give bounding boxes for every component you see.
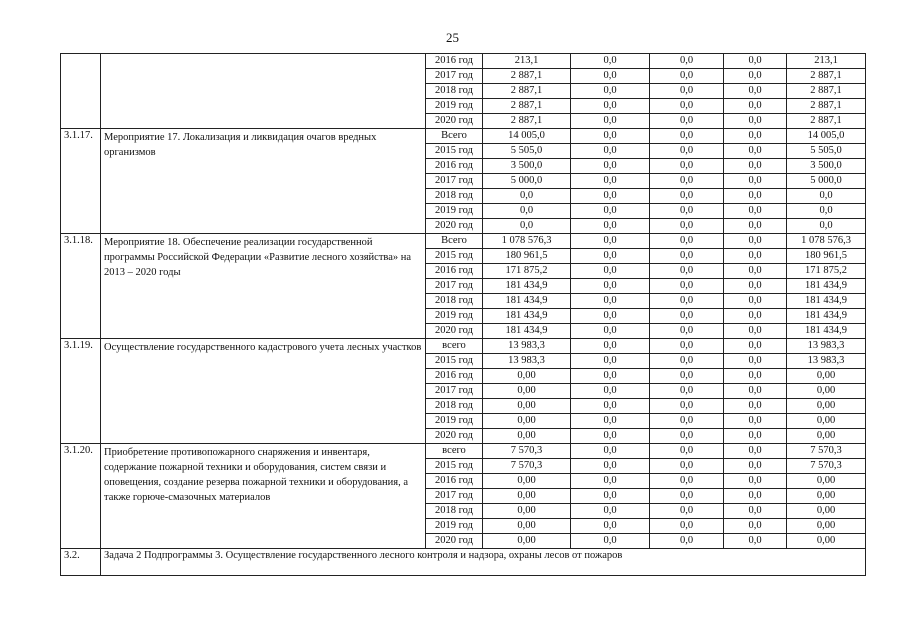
- item-title: Мероприятие 17. Локализация и ликвидация очагов вредных организмов: [101, 129, 426, 234]
- value-col-3: 0,0: [650, 264, 724, 279]
- item-code: 3.1.17.: [61, 129, 101, 234]
- value-col-2: 0,0: [571, 99, 650, 114]
- value-col-3: 0,0: [650, 489, 724, 504]
- budget-table: [60, 53, 866, 576]
- value-col-4: 0,0: [724, 519, 787, 534]
- value-total-col: 181 434,9: [483, 279, 571, 294]
- value-col-4: 0,0: [724, 474, 787, 489]
- value-total-col: 2 887,1: [483, 114, 571, 129]
- value-col-4: 0,0: [724, 459, 787, 474]
- value-col-2: 0,0: [571, 474, 650, 489]
- value-total-col: 14 005,0: [483, 129, 571, 144]
- value-total-col: 0,00: [483, 474, 571, 489]
- value-col-4: 0,0: [724, 354, 787, 369]
- period-label: 2016 год: [426, 264, 483, 279]
- value-col-4: 0,0: [724, 294, 787, 309]
- period-label: 2020 год: [426, 114, 483, 129]
- period-label: 2018 год: [426, 294, 483, 309]
- item-code: 3.1.18.: [61, 234, 101, 339]
- value-sum-col: 0,00: [787, 384, 866, 399]
- value-col-3: 0,0: [650, 174, 724, 189]
- value-col-2: 0,0: [571, 54, 650, 69]
- value-total-col: 0,00: [483, 489, 571, 504]
- period-label: 2019 год: [426, 99, 483, 114]
- value-col-3: 0,0: [650, 414, 724, 429]
- value-col-3: 0,0: [650, 474, 724, 489]
- value-total-col: 2 887,1: [483, 84, 571, 99]
- value-col-3: 0,0: [650, 534, 724, 549]
- value-col-2: 0,0: [571, 459, 650, 474]
- value-col-4: 0,0: [724, 144, 787, 159]
- value-total-col: 0,0: [483, 204, 571, 219]
- value-col-3: 0,0: [650, 99, 724, 114]
- value-col-2: 0,0: [571, 189, 650, 204]
- value-total-col: 171 875,2: [483, 264, 571, 279]
- value-col-2: 0,0: [571, 204, 650, 219]
- value-sum-col: 171 875,2: [787, 264, 866, 279]
- period-label: 2017 год: [426, 489, 483, 504]
- value-total-col: 3 500,0: [483, 159, 571, 174]
- period-label: 2019 год: [426, 519, 483, 534]
- period-label: 2019 год: [426, 204, 483, 219]
- value-col-4: 0,0: [724, 249, 787, 264]
- value-col-2: 0,0: [571, 489, 650, 504]
- value-col-4: 0,0: [724, 309, 787, 324]
- value-total-col: 0,00: [483, 519, 571, 534]
- value-sum-col: 0,0: [787, 219, 866, 234]
- value-col-4: 0,0: [724, 69, 787, 84]
- value-col-3: 0,0: [650, 84, 724, 99]
- period-label: 2016 год: [426, 369, 483, 384]
- value-col-4: 0,0: [724, 279, 787, 294]
- value-col-4: 0,0: [724, 264, 787, 279]
- value-total-col: 181 434,9: [483, 294, 571, 309]
- value-col-4: 0,0: [724, 429, 787, 444]
- value-total-col: 13 983,3: [483, 354, 571, 369]
- value-total-col: 2 887,1: [483, 69, 571, 84]
- period-label: 2018 год: [426, 399, 483, 414]
- period-label: 2020 год: [426, 534, 483, 549]
- value-col-3: 0,0: [650, 459, 724, 474]
- period-label: 2019 год: [426, 414, 483, 429]
- value-total-col: 0,00: [483, 384, 571, 399]
- value-col-3: 0,0: [650, 309, 724, 324]
- value-col-3: 0,0: [650, 279, 724, 294]
- value-col-4: 0,0: [724, 114, 787, 129]
- item-code: 3.1.19.: [61, 339, 101, 444]
- value-col-2: 0,0: [571, 384, 650, 399]
- value-sum-col: 0,00: [787, 519, 866, 534]
- item-code: [61, 54, 101, 129]
- period-label: 2015 год: [426, 354, 483, 369]
- value-sum-col: 14 005,0: [787, 129, 866, 144]
- value-col-2: 0,0: [571, 519, 650, 534]
- value-total-col: 7 570,3: [483, 459, 571, 474]
- value-sum-col: 7 570,3: [787, 444, 866, 459]
- value-col-3: 0,0: [650, 69, 724, 84]
- period-label: 2015 год: [426, 459, 483, 474]
- value-total-col: 5 000,0: [483, 174, 571, 189]
- value-col-4: 0,0: [724, 534, 787, 549]
- value-col-3: 0,0: [650, 204, 724, 219]
- value-col-3: 0,0: [650, 144, 724, 159]
- value-col-3: 0,0: [650, 504, 724, 519]
- value-col-2: 0,0: [571, 504, 650, 519]
- value-col-2: 0,0: [571, 534, 650, 549]
- value-sum-col: 181 434,9: [787, 294, 866, 309]
- value-total-col: 0,00: [483, 399, 571, 414]
- value-col-2: 0,0: [571, 354, 650, 369]
- value-sum-col: 13 983,3: [787, 354, 866, 369]
- value-sum-col: 181 434,9: [787, 279, 866, 294]
- value-col-4: 0,0: [724, 54, 787, 69]
- value-col-4: 0,0: [724, 444, 787, 459]
- value-sum-col: 5 000,0: [787, 174, 866, 189]
- period-label: 2015 год: [426, 249, 483, 264]
- value-sum-col: 0,00: [787, 369, 866, 384]
- value-total-col: 0,00: [483, 504, 571, 519]
- period-label: 2017 год: [426, 279, 483, 294]
- value-sum-col: 0,00: [787, 534, 866, 549]
- value-sum-col: 1 078 576,3: [787, 234, 866, 249]
- value-sum-col: 2 887,1: [787, 114, 866, 129]
- value-col-2: 0,0: [571, 84, 650, 99]
- value-col-2: 0,0: [571, 399, 650, 414]
- item-title: Приобретение противопожарного снаряжения и инвентаря, содержание пожарной техники и оборудования, систем связи и оповещения, создание резерва пожарной техники и оборудования, а также горюче-смазочных материалов: [101, 444, 426, 549]
- period-label: всего: [426, 444, 483, 459]
- value-total-col: 5 505,0: [483, 144, 571, 159]
- value-col-3: 0,0: [650, 219, 724, 234]
- value-col-4: 0,0: [724, 204, 787, 219]
- value-col-3: 0,0: [650, 189, 724, 204]
- value-sum-col: 180 961,5: [787, 249, 866, 264]
- value-col-2: 0,0: [571, 249, 650, 264]
- value-col-2: 0,0: [571, 324, 650, 339]
- value-col-4: 0,0: [724, 189, 787, 204]
- value-total-col: 0,00: [483, 534, 571, 549]
- task-row: [61, 549, 866, 576]
- period-label: 2019 год: [426, 309, 483, 324]
- value-col-2: 0,0: [571, 339, 650, 354]
- value-total-col: 181 434,9: [483, 309, 571, 324]
- value-col-2: 0,0: [571, 369, 650, 384]
- value-col-2: 0,0: [571, 234, 650, 249]
- value-col-3: 0,0: [650, 369, 724, 384]
- period-label: всего: [426, 339, 483, 354]
- period-label: 2016 год: [426, 54, 483, 69]
- value-sum-col: 0,00: [787, 504, 866, 519]
- value-sum-col: 0,0: [787, 189, 866, 204]
- value-col-2: 0,0: [571, 219, 650, 234]
- value-col-4: 0,0: [724, 324, 787, 339]
- value-sum-col: 3 500,0: [787, 159, 866, 174]
- value-total-col: 180 961,5: [483, 249, 571, 264]
- value-sum-col: 0,00: [787, 474, 866, 489]
- value-total-col: 2 887,1: [483, 99, 571, 114]
- value-total-col: 1 078 576,3: [483, 234, 571, 249]
- value-col-3: 0,0: [650, 249, 724, 264]
- value-col-4: 0,0: [724, 99, 787, 114]
- task-code: 3.2.: [61, 549, 101, 576]
- value-col-3: 0,0: [650, 339, 724, 354]
- table-row: [61, 234, 866, 249]
- task-title: Задача 2 Подпрограммы 3. Осуществление государственного лесного контроля и надзора, охраны лесов от пожаров: [101, 549, 866, 576]
- value-sum-col: 0,0: [787, 204, 866, 219]
- value-col-3: 0,0: [650, 54, 724, 69]
- value-col-3: 0,0: [650, 444, 724, 459]
- value-total-col: 181 434,9: [483, 324, 571, 339]
- value-col-4: 0,0: [724, 84, 787, 99]
- period-label: 2017 год: [426, 384, 483, 399]
- value-col-3: 0,0: [650, 234, 724, 249]
- value-col-4: 0,0: [724, 414, 787, 429]
- value-col-3: 0,0: [650, 429, 724, 444]
- value-col-3: 0,0: [650, 519, 724, 534]
- value-col-3: 0,0: [650, 384, 724, 399]
- page-number: 25: [446, 30, 459, 45]
- value-col-2: 0,0: [571, 264, 650, 279]
- value-col-3: 0,0: [650, 159, 724, 174]
- period-label: 2016 год: [426, 474, 483, 489]
- value-sum-col: 0,00: [787, 414, 866, 429]
- value-total-col: 0,00: [483, 369, 571, 384]
- period-label: Всего: [426, 129, 483, 144]
- value-sum-col: 5 505,0: [787, 144, 866, 159]
- value-col-4: 0,0: [724, 234, 787, 249]
- period-label: 2018 год: [426, 189, 483, 204]
- value-sum-col: 213,1: [787, 54, 866, 69]
- period-label: 2017 год: [426, 69, 483, 84]
- value-col-3: 0,0: [650, 129, 724, 144]
- value-total-col: 0,00: [483, 414, 571, 429]
- value-col-2: 0,0: [571, 444, 650, 459]
- table-row: [61, 129, 866, 144]
- value-col-4: 0,0: [724, 174, 787, 189]
- item-code: 3.1.20.: [61, 444, 101, 549]
- period-label: 2016 год: [426, 159, 483, 174]
- value-total-col: 0,0: [483, 189, 571, 204]
- item-title: [101, 54, 426, 129]
- period-label: 2020 год: [426, 219, 483, 234]
- value-col-4: 0,0: [724, 489, 787, 504]
- value-sum-col: 13 983,3: [787, 339, 866, 354]
- value-total-col: 13 983,3: [483, 339, 571, 354]
- value-sum-col: 0,00: [787, 429, 866, 444]
- item-title: Мероприятие 18. Обеспечение реализации государственной программы Российской Федерации «Развитие лесного хозяйства» на 2013 – 2020 годы: [101, 234, 426, 339]
- value-col-4: 0,0: [724, 219, 787, 234]
- value-total-col: 0,0: [483, 219, 571, 234]
- value-col-2: 0,0: [571, 279, 650, 294]
- period-label: Всего: [426, 234, 483, 249]
- value-sum-col: 0,00: [787, 399, 866, 414]
- table-row: [61, 444, 866, 459]
- value-col-2: 0,0: [571, 294, 650, 309]
- value-sum-col: 2 887,1: [787, 99, 866, 114]
- value-sum-col: 2 887,1: [787, 69, 866, 84]
- value-sum-col: 0,00: [787, 489, 866, 504]
- value-col-2: 0,0: [571, 144, 650, 159]
- value-col-3: 0,0: [650, 294, 724, 309]
- value-col-3: 0,0: [650, 354, 724, 369]
- value-sum-col: 181 434,9: [787, 324, 866, 339]
- value-col-4: 0,0: [724, 159, 787, 174]
- item-title: Осуществление государственного кадастрового учета лесных участков: [101, 339, 426, 444]
- value-col-4: 0,0: [724, 399, 787, 414]
- value-col-3: 0,0: [650, 114, 724, 129]
- value-col-2: 0,0: [571, 129, 650, 144]
- value-sum-col: 2 887,1: [787, 84, 866, 99]
- period-label: 2020 год: [426, 429, 483, 444]
- table-row: [61, 54, 866, 69]
- value-col-4: 0,0: [724, 504, 787, 519]
- period-label: 2018 год: [426, 504, 483, 519]
- value-total-col: 213,1: [483, 54, 571, 69]
- value-col-4: 0,0: [724, 384, 787, 399]
- value-total-col: 0,00: [483, 429, 571, 444]
- period-label: 2015 год: [426, 144, 483, 159]
- value-col-3: 0,0: [650, 399, 724, 414]
- value-col-2: 0,0: [571, 174, 650, 189]
- value-col-2: 0,0: [571, 114, 650, 129]
- value-col-2: 0,0: [571, 69, 650, 84]
- value-col-2: 0,0: [571, 429, 650, 444]
- period-label: 2018 год: [426, 84, 483, 99]
- value-col-2: 0,0: [571, 159, 650, 174]
- value-total-col: 7 570,3: [483, 444, 571, 459]
- value-col-4: 0,0: [724, 129, 787, 144]
- value-sum-col: 181 434,9: [787, 309, 866, 324]
- value-sum-col: 7 570,3: [787, 459, 866, 474]
- value-col-2: 0,0: [571, 414, 650, 429]
- value-col-4: 0,0: [724, 339, 787, 354]
- value-col-3: 0,0: [650, 324, 724, 339]
- period-label: 2017 год: [426, 174, 483, 189]
- period-label: 2020 год: [426, 324, 483, 339]
- table-row: [61, 339, 866, 354]
- value-col-4: 0,0: [724, 369, 787, 384]
- table-body: [61, 54, 866, 576]
- value-col-2: 0,0: [571, 309, 650, 324]
